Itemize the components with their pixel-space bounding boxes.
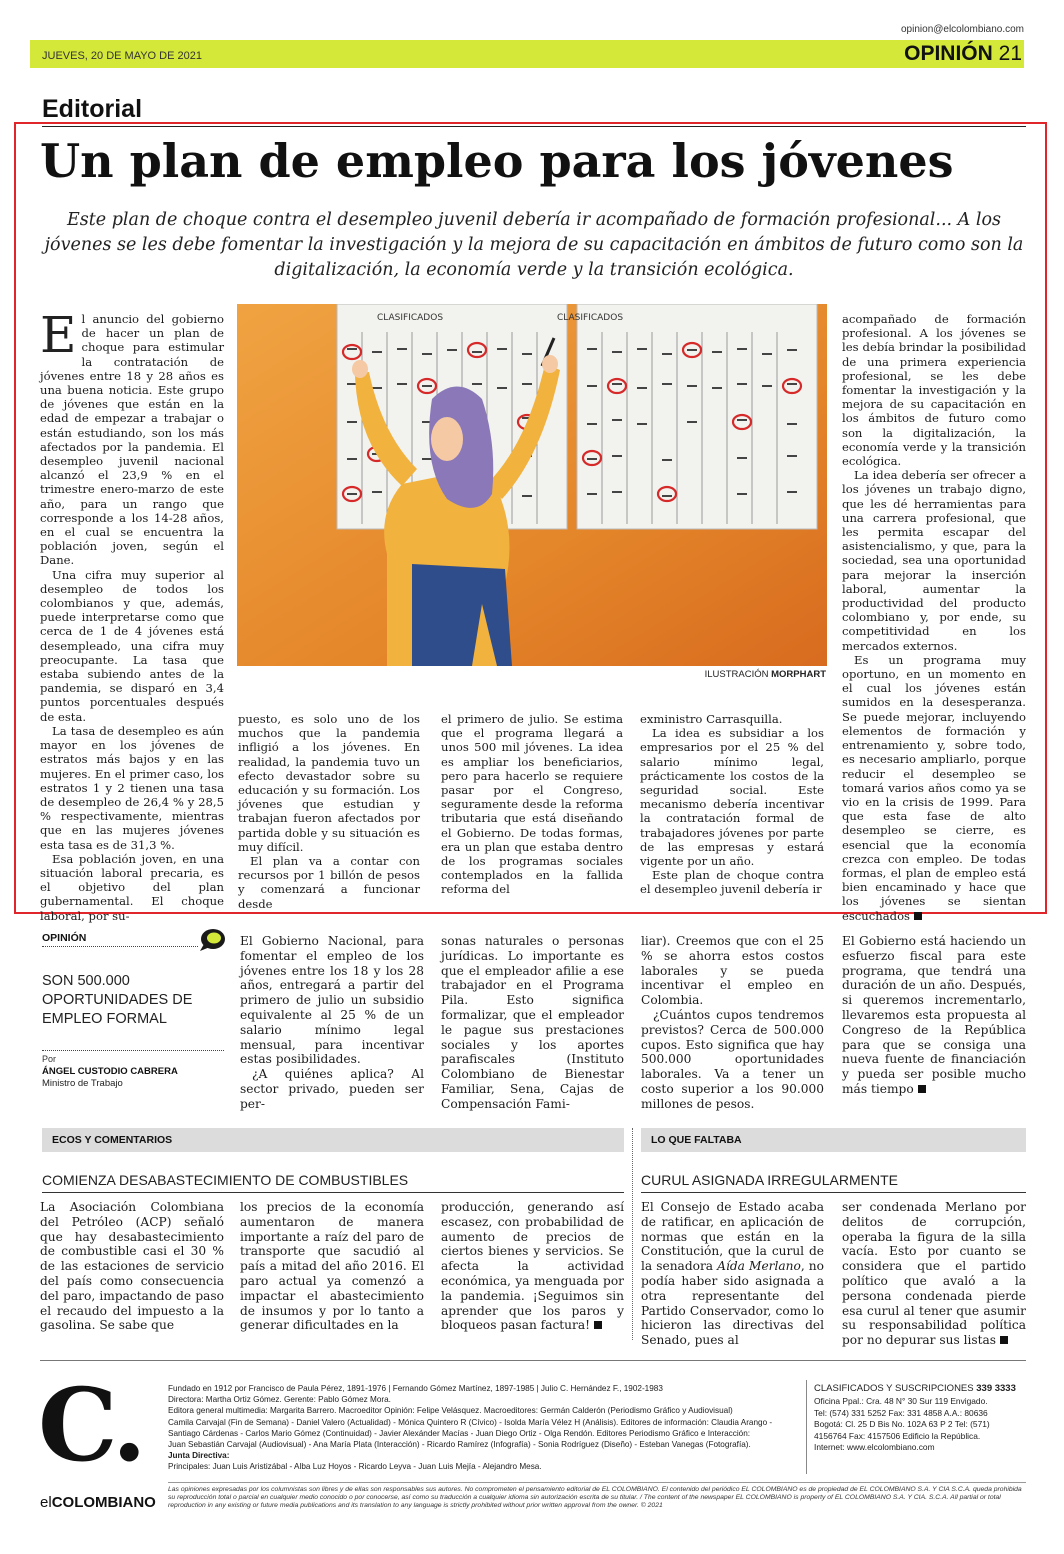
board-label-left: CLASIFICADOS [377,313,444,323]
opinion-col3-p1: liar). Creemos que con el 25 % se ahorra estos costos laborales y se pueda incentivar el empleo en Colombia. [641,934,824,1008]
contact-line-2: Tel: (574) 331 5252 Fax: 331 4858 A.A.: 80636 [814,1407,988,1418]
contact-title-row [814,1383,1026,1394]
footer-disclaimer-rule [168,1482,1026,1483]
contact-phone[interactable]: 339 3333 [976,1383,1016,1394]
page-number: 21 [998,42,1022,65]
contact-line-5[interactable]: Internet: www.elcolombiano.com [814,1442,935,1453]
opinion-author-role: Ministro de Trabajo [42,1078,123,1089]
editorial-col2-p1: puesto, es solo uno de los muchos que la pandemia infligió a los jóvenes. En realidad, la pandemia tuvo un efecto devastador sobre su educación y su formación. Los jóvenes que estudian y trabajan fueron afectados por partida doble y su situación es muy difícil. [238,712,420,854]
section-divider [632,1128,633,1340]
editorial-dropcap: E [40,306,77,364]
ecos-label: ECOS Y COMENTARIOS [52,1134,173,1146]
faltaba-col-1 [641,1200,824,1348]
opinion-dotted-rule [42,946,198,947]
ecos-col2-p1: los precios de la economía aumentaron de manera importante a raíz del paro de transporte que sacudió al país a mitad del año 2016. El paro actual ya comenzó a impactar el abastecimiento de insumos y por lo tanto a generar dificultades en la [240,1200,424,1333]
contact-line-4: 4156764 Fax: 4157506 Edificio la República. [814,1430,981,1441]
ecos-rule [42,1192,624,1193]
editorial-col1-p1: l anuncio del gobierno de hacer un plan de choque para estimular la contratación de jóvenes entre 18 y 28 años es una buena noticia. Este grupo de jóvenes que están en la edad de empezar a trabajar o están estudiando, son los más afectados por la pandemia. El desempleo juvenil nacional alcanzó el 23,9 % en el trimestre enero-marzo de este año, para un rango que corresponde a los 14-28 años, en el cual se encuentra la población joven, según el Dane. [40,312,224,568]
masthead-line-7: Junta Directiva: [168,1451,230,1461]
editorial-label: Editorial [42,95,143,123]
end-mark-icon [914,912,922,920]
opinion-col2-p1: sonas naturales o personas jurídicas. Lo importante es que el empleador afilie a ese trabajador en el Programa Pila. Esto significa formalizar, que el empleador le pague sus prestaciones sociales y los aportes parafiscales (Instituto Colombiano de Bienestar Familiar, Sena, Cajas de Compensación Fami- [441,934,624,1111]
ecos-headline: COMIENZA DESABASTECIMIENTO DE COMBUSTIBLES [42,1172,409,1188]
end-mark-icon [1000,1336,1008,1344]
opinion-author: ÁNGEL CUSTODIO CABRERA [42,1066,178,1077]
opinion-col1-p2: ¿A quiénes aplica? Al sector privado, pueden ser per- [240,1067,424,1111]
contact-title: CLASIFICADOS Y SUSCRIPCIONES [814,1383,974,1394]
editorial-col-1 [40,306,224,923]
faltaba-rule [641,1192,1026,1193]
masthead-line-5: Santiago Cárdenas - Carlos Mario Gómez (Continuidad) - Javier Alexánder Macías - Juan Diego Ortiz - Olga Rendón. Editores Periodismo Gráfico e Interacción: [168,1428,751,1438]
board-label-right: CLASIFICADOS [557,313,624,323]
footer-logo-el: el [40,1494,52,1511]
footer-disclaimer: Las opiniones expresadas por los columnistas son libres y de ellas son responsables sus autores. No comprometen el pensamiento editorial de EL COLOMBIANO. El contenido del periódico EL COLOMBIANO es de propiedad de EL COLOMBIANO S.A. Y CIA S.C.A. queda prohibida su reproducción total o parcial en cualquier medio conocido o por conocerse, así como su traducción a cualquier idioma sin autorización escrita de su titular. / The content of the newspaper EL COLOMBIANO is property of EL COLOMBIANO S.A. Y CIA. S.C.A. All partial or total reproduction in any existing or future media publications and its translation to any language is strictly prohibited without prior written approval from the owner. © 2021 [168,1486,1022,1509]
credit-name: MORPHART [771,669,826,680]
editorial-col4-p2: La idea es subsidiar a los empresarios por el 25 % del salario mínimo legal, prácticamente los costos de la seguridad social. Este mecanismo debería incentivar la contratación formal de trabajadores jóvenes por parte de las empresas y estará vigente por un año. [640,726,824,869]
masthead-line-6: Juan Sebastián Carvajal (Audiovisual) - Ana María Plata (Interacción) - Ricardo Ramírez (Infografía) - Sonia Rodríguez (Diseño) - Esteban Vanegas (Fotografía). [168,1440,751,1450]
editorial-col5-p1: acompañado de formación profesional. A los jóvenes se les debía brindar la posibilidad de una primera experiencia profesional, se les debe fomentar la investigación y la mejora de su capacitación en los ámbitos de futuro como son la digitalización, la economía verde y la transición ecológica. [842,312,1026,469]
faltaba-col1-b: , no podía haber sido asignada a otra representante del Partido Conservador, como lo hicieron las directivas del Senado, pues al [641,1259,824,1348]
credit-prefix: ILUSTRACIÓN [704,669,769,680]
ecos-col-2 [240,1200,424,1333]
illustration-art [237,304,827,666]
contact-line-1: Oficina Ppal.: Cra. 48 N° 30 Sur 119 Envigado. [814,1396,988,1407]
opinion-col1-p1: El Gobierno Nacional, para fomentar el empleo de los jóvenes entre los 18 y los 28 años, entregará a partir del primero de julio un subsidio equivalente al 25 % de un salario mínimo legal mensual, para incentivar estas posibilidades. [240,934,424,1067]
opinion-col4-p1: El Gobierno está haciendo un esfuerzo fiscal para este programa, que tendrá una duración de un año. Después, si queremos incrementarlo, llevaremos esta propuesta al Congreso de la República para que se consiga una nueva fuente de financiación y pueda ser posible mucho más tiempo [842,934,1026,1096]
opinion-by: Por [42,1054,57,1064]
masthead-line-8: Principales: Juan Luis Aristizábal - Alba Luz Hoyos - Ricardo Leyva - Juan Luis Mejía - Alejandro Mesa. [168,1462,542,1472]
footer-logo-brand: COLOMBIANO [51,1494,156,1511]
section-title [904,42,1022,66]
faltaba-col2-p1: ser condenada Merlano por delitos de corrupción, operaba la figura de la silla vacía. Esto por cuanto se considera que el partido político que avaló a la persona condenada pierde esa curul al tener que asumir su responsabilidad política por no depurar sus listas [842,1200,1026,1348]
editorial-col-5 [842,312,1026,923]
editorial-col5-p3: Es un programa muy oportuno, en un momento en el cual los jóvenes están sumidos en la desesperanza. Se puede mejorar, incluyendo elementos de formación y entrenamiento y, sobre todo, es necesario ampliarlo, porque reducir el desempleo se tomará varios años como ya se vio en la crisis de 1999. Para que esta fase de alto desempleo se cierre, es esencial que la economía crezca con empleo. De todas formas, el plan de empleo está bien encaminado y hace que los jóvenes se sientan escuchados [842,652,1026,923]
faltaba-col-2 [842,1200,1026,1348]
opinion-col-4 [842,934,1026,1097]
footer-divider [806,1380,807,1474]
masthead-line-1: Fundado en 1912 por Francisco de Paula Pérez, 1891-1976 | Fernando Gómez Martínez, 1897-1985 | Julio C. Hernández F., 1902-1983 [168,1384,663,1393]
opinion-headline: SON 500.000 OPORTUNIDADES DE EMPLEO FORMAL [42,973,193,1027]
editorial-col4-p3: Este plan de choque contra el desempleo juvenil debería ir [640,868,824,897]
masthead-line-3: Editora general multimedia: Margarita Barrero. Macroeditor Opinión: Felipe Velásquez. Macroeditores: Germán Calderón (Periodismo Gráfico y Audiovisual) [168,1406,733,1416]
contact-line-3: Bogotá: Cl. 25 D Bis No. 102A 63 P 2 Tel: (571) [814,1419,990,1430]
editorial-col4-p1: exministro Carrasquilla. [640,712,783,726]
opinion-col-3 [641,934,824,1112]
editorial-col1-p4: Esa población joven, en una situación laboral precaria, es el objetivo del plan gubernamental. El choque laboral, por su- [40,851,224,923]
editorial-col-4 [640,712,824,897]
end-mark-icon [594,1321,602,1329]
faltaba-col1-a: El Consejo de Estado acaba de ratificar, en aplicación de normas que están en la Constitución, que la curul de la senadora [641,1200,824,1274]
opinion-label: OPINIÓN [42,932,87,944]
section-name: OPINIÓN [904,42,993,65]
footer-masthead [168,1383,798,1473]
header-email[interactable]: opinion@elcolombiano.com [901,24,1024,35]
editorial-col-3 [441,712,623,897]
opinion-col3-p2: ¿Cuántos cupos tendremos previstos? Cerca de 500.000 cupos. Esto significa que hay 500.000 oportunidades laborales. Va a tener un costo superior a los 90.000 millones de pesos. [641,1007,824,1111]
end-mark-icon [918,1085,926,1093]
masthead-line-4: Camila Carvajal (Fin de Semana) - Daniel Valero (Actualidad) - Mónica Quintero R (Cívico) - Isolda María Vélez H (Análisis). Editores de información: Claudia Arango - [168,1417,773,1427]
editorial-col3-p1: el primero de julio. Se estima que el programa llegará a unos 500 mil jóvenes. La idea es ampliar los beneficiarios, pero para hacerlo se requiere pasar por el Congreso, seguramente desde la reforma tributaria que está diseñando el Gobierno. De todas formas, era un plan que estaba dentro de los programas sociales contemplados en la fallida reforma del [441,712,623,897]
masthead-line-2: Directora: Martha Ortiz Gómez. Gerente: Pablo Gómez Mora. [168,1395,391,1405]
editorial-col1-p2: Una cifra muy superior al desempleo de todos los colombianos y que, además, puede interpretarse como que cerca de 1 de 4 jóvenes está desempleado, una cifra muy preocupante. La tasa que estaba subiendo antes de la pandemia, se disparó en 3,4 puntos porcentuales después de esta. [40,567,224,724]
ecos-col1-p1: La Asociación Colombiana del Petróleo (ACP) señaló que hay desabastecimiento de combustible casi el 30 % de las estaciones de servicio del país como consecuencia del paro, impactando de paso el recaudo del impuesto a la gasolina. Se sabe que [40,1200,224,1333]
footer-contact [814,1383,1026,1453]
ecos-col-3 [441,1200,624,1333]
faltaba-col1-name: Aída Merlano [717,1259,801,1274]
speech-bubble-icon [198,928,226,952]
footer-rule [40,1360,1026,1361]
editorial-col-2 [238,712,420,911]
header-date: JUEVES, 20 DE MAYO DE 2021 [42,50,202,62]
editorial-col2-p2: El plan va a contar con recursos por 1 billón de pesos y comenzará a funcionar desde [238,854,420,911]
ecos-col3-p1: producción, generando así escasez, con probabilidad de aumento de precios de ciertos bienes y servicios. Se afecta la actividad económica, ya menguada por la pandemia. ¡Seguimos sin aprender que los paros y bloqueos pasan factura! [441,1200,624,1333]
editorial-col5-p2: La idea debería ser ofrecer a los jóvenes un trabajo digno, que les dé herramientas para una carrera profesional, que les permita escapar del asistencialismo, y que, para la sociedad, sea una oportunidad para mejorar la inserción laboral, aumentar la productividad del producto colombiano y, por ende, su competitividad en los mercados externos. [842,468,1026,653]
footer-logo-name [40,1494,156,1511]
editorial-col1-p3: La tasa de desempleo es aún mayor en los jóvenes de estratos más bajos y en las mujeres. En el primer caso, los estratos 1 y 2 tienen una tasa de desempleo de 26,4 % y 28,5 % respectivamente, mientras que en las mujeres jóvenes esta tasa es de 31,3 %. [40,723,224,852]
illustration-credit [705,669,826,680]
editorial-illustration [237,304,827,666]
opinion-author-rule [42,1050,224,1051]
faltaba-label: LO QUE FALTABA [651,1134,742,1146]
footer-logo-letter: C. [38,1366,143,1484]
faltaba-headline: CURUL ASIGNADA IRREGULARMENTE [641,1172,898,1188]
opinion-col-1 [240,934,424,1112]
ecos-col-1 [40,1200,224,1333]
opinion-col-2 [441,934,624,1112]
editorial-title: Un plan de empleo para los jóvenes [40,134,954,188]
editorial-subtitle: Este plan de choque contra el desempleo juvenil debería ir acompañado de formación profesional... A los jóvenes se les debe fomentar la investigación y la mejora de su capacitación en ámbitos de futuro como son la digitalización, la economía verde y la transición ecológica. [44,210,1024,280]
